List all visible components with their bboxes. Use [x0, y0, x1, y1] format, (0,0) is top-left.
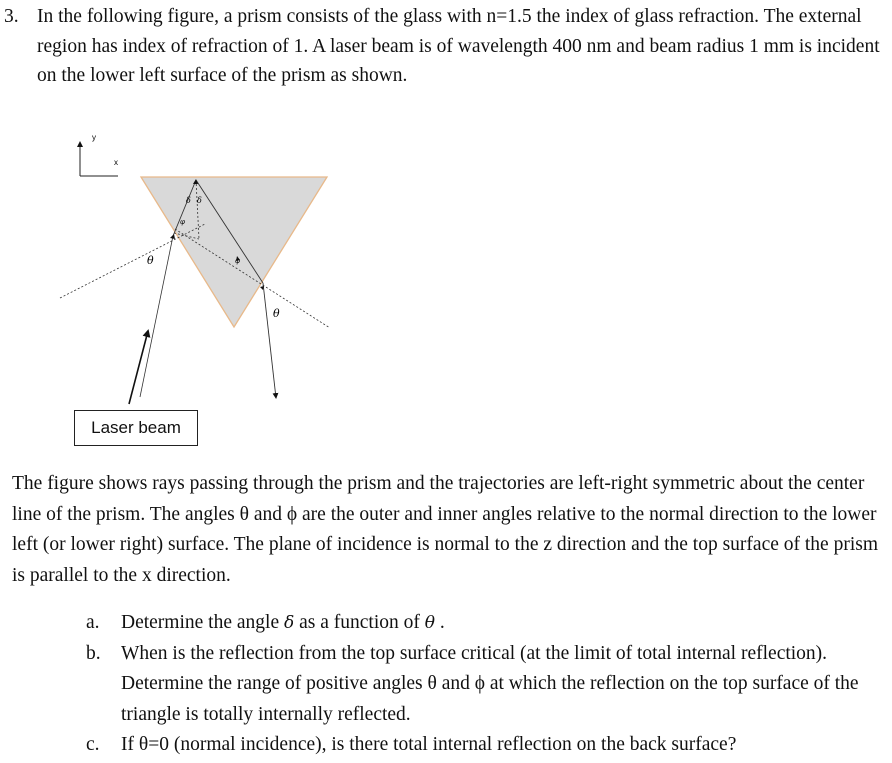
question-c	[86, 730, 876, 761]
problem-number: 3.	[4, 6, 19, 27]
ray-arrow-left	[170, 234, 175, 239]
axis-x-label: x	[114, 158, 118, 167]
exiting-ray	[263, 283, 276, 398]
theta-right-label: θ	[273, 307, 280, 320]
question-b	[86, 639, 876, 731]
figure-description: The figure shows rays passing through the prism and the trajectories are left-right symmetric about the center line of the prism. The angles θ and ϕ are the outer and inner angles relative to the normal direction to the lower left (or lower right) surface. The plane of incidence is normal to the z direction and the top surface of the prism is parallel to the x direction.	[12, 473, 878, 586]
axis-y-label: y	[92, 133, 96, 142]
delta-symbol: δ	[283, 613, 295, 633]
theta-symbol: θ	[424, 613, 435, 633]
incident-ray	[140, 236, 173, 397]
question-letter: a.	[86, 612, 100, 633]
phi-left-label: φ	[180, 218, 185, 226]
question-b-text: When is the reflection from the top surface critical (at the limit of total internal reflection). Determine the range of positive angles θ and ϕ at which the reflection on the top surface of the triangle is totally internally reflected.	[121, 642, 859, 725]
question-a-text-post: .	[435, 612, 445, 633]
problem-text: In the following figure, a prism consists of the glass with n=1.5 the index of glass refraction. The external region has index of refraction of 1. A laser beam is of wavelength 400 nm and beam radius 1 mm is incident on the lower left surface of the prism as shown.	[37, 6, 880, 86]
laser-beam-label: Laser beam	[74, 410, 198, 446]
delta-left-label: δ	[186, 196, 191, 205]
delta-right-label: δ	[197, 196, 202, 205]
axes-icon	[80, 133, 118, 176]
question-letter: b.	[86, 642, 101, 664]
theta-left-label: θ	[147, 254, 154, 267]
question-list	[86, 608, 876, 761]
question-letter: c.	[86, 734, 100, 755]
question-a-text-pre: Determine the angle	[121, 612, 284, 633]
question-c-text: If θ=0 (normal incidence), is there total internal reflection on the back surface?	[121, 734, 737, 755]
laser-arrow	[129, 331, 148, 404]
prism-triangle	[141, 177, 327, 327]
question-a-text-mid: as a function of	[294, 612, 425, 633]
question-a	[86, 608, 876, 639]
problem-statement	[4, 2, 884, 91]
phi-right-label: φ	[235, 257, 240, 265]
